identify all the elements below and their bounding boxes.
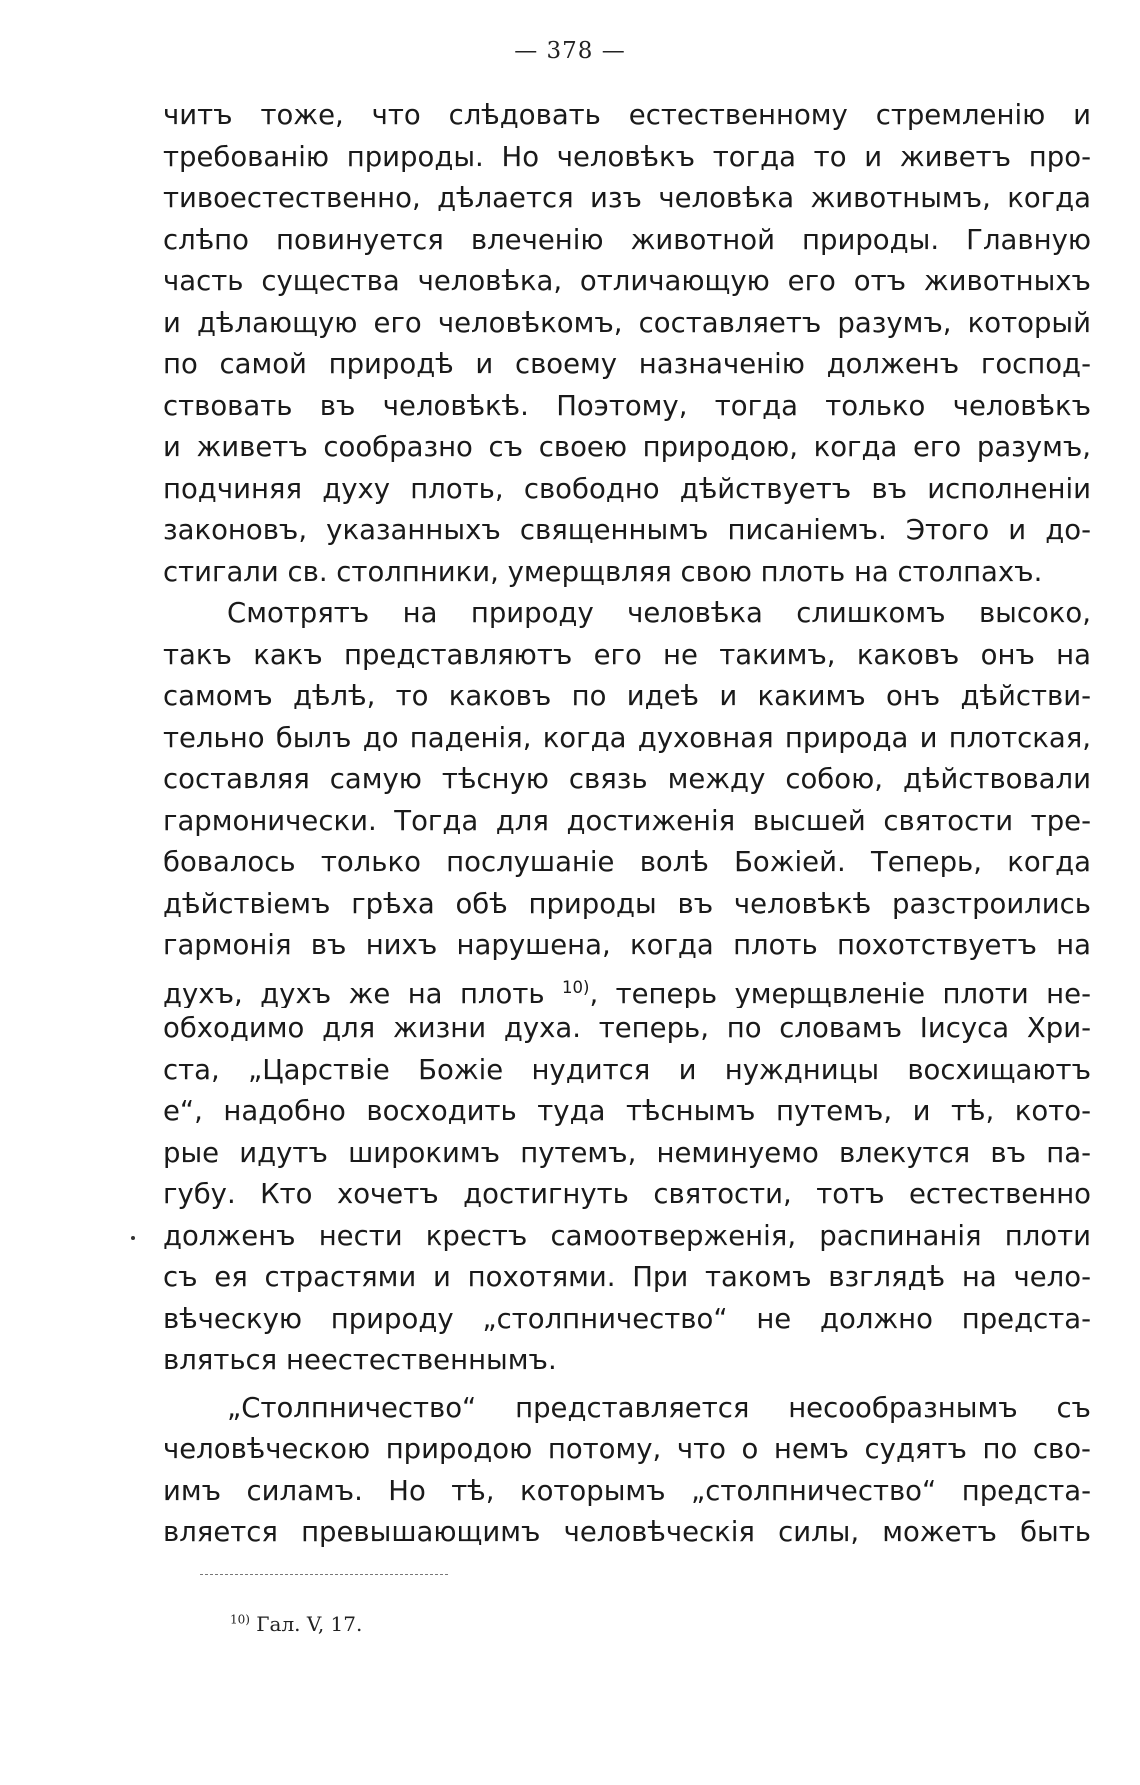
text-line: по самой природѣ и своему назначенію долженъ господ- [163,348,1091,380]
text-fragment: духъ, духъ же на плоть [163,977,545,1008]
text-line: тивоестественно, дѣлается изъ человѣка животнымъ, когда [163,182,1091,214]
text-line: человѣческою природою потому, что о немъ судятъ по сво- [163,1433,1091,1465]
text-line: стигали св. столпники, умерщвляя свою плоть на столпахъ. [163,555,1043,588]
text-line: требованію природы. Но человѣкъ тогда то и живетъ про- [163,140,1091,173]
page-number: — 378 — [514,38,626,64]
footnote-text: Гал. V, 17. [249,1612,363,1636]
text-line: подчиняя духу плоть, свободно дѣйствуетъ въ исполненіи [163,472,1091,505]
footnote-reference: 10) [562,977,590,997]
text-line: законовъ, указанныхъ священнымъ писаніемъ. Этого и до- [163,514,1091,546]
text-line: Смотрятъ на природу человѣка слишкомъ высоко, [227,597,1091,629]
paragraph-3 [163,1388,1091,1554]
text-line: „Столпничество“ представляется несообразнымъ съ [227,1391,1091,1424]
text-line: дѣйствіемъ грѣха обѣ природы въ человѣкѣ разстроились [163,887,1091,920]
text-fragment: , теперь умерщвленіе плоти не- [589,977,1091,1008]
text-line: гармонически. Тогда для достиженія высшей святости тре- [163,804,1091,837]
text-line: бовалось только послушаніе волѣ Божіей. Теперь, когда [163,846,1091,878]
text-line: рые идутъ широкимъ путемъ, неминуемо влекутся въ па- [163,1136,1091,1169]
footnote-separator [200,1574,448,1575]
text-line: и живетъ сообразно съ своею природою, когда его разумъ, [163,431,1091,463]
paragraph-2 [163,593,1091,1382]
text-line: вѣческую природу „столпничество“ не должно предста- [163,1302,1091,1335]
footnote-marker: 10) [230,1612,250,1627]
text-line-with-footnote-ref [163,967,1091,1009]
text-line: обходимо для жизни духа. теперь, по словамъ Іисуса Хри- [163,1012,1091,1044]
text-line: долженъ нести крестъ самоотверженія, распинанія плоти [163,1219,1091,1252]
text-line: слѣпо повинуется влеченію животной природы. Главную [163,223,1091,256]
paragraph-1 [163,95,1091,593]
text-line: е“, надобно восходить туда тѣснымъ путемъ, и тѣ, кото- [163,1095,1091,1127]
text-line: самомъ дѣлѣ, то каковъ по идеѣ и какимъ онъ дѣйстви- [163,680,1091,712]
text-line: вляется превышающимъ человѣческія силы, можетъ быть [163,1516,1091,1548]
text-line: читъ тоже, что слѣдовать естественному стремленію и [163,99,1091,131]
text-line: ствовать въ человѣкѣ. Поэтому, тогда только человѣкъ [163,389,1091,422]
text-line: гармонія въ нихъ нарушена, когда плоть похотствуетъ на [163,929,1091,961]
text-line: ста, „Царствіе Божіе нудится и нуждницы восхищаютъ [163,1053,1091,1086]
text-line: имъ силамъ. Но тѣ, которымъ „столпничество“ предста- [163,1474,1091,1507]
text-line: съ ея страстями и похотями. При такомъ взглядѣ на чело- [163,1261,1091,1293]
text-line: губу. Кто хочетъ достигнуть святости, тотъ естественно [163,1178,1091,1210]
text-line: тельно былъ до паденія, когда духовная природа и плотская, [163,721,1091,754]
text-line: и дѣлающую его человѣкомъ, составляетъ разумъ, который [163,306,1091,339]
footnote [230,1612,362,1636]
text-line: вляться неестественнымъ. [163,1344,557,1376]
text-line: часть существа человѣка, отличающую его отъ животныхъ [163,265,1091,297]
margin-mark [131,1236,135,1240]
body-text [163,95,1091,1554]
text-line: такъ какъ представляютъ его не такимъ, каковъ онъ на [163,638,1091,671]
text-line: составляя самую тѣсную связь между собою, дѣйствовали [163,763,1091,795]
